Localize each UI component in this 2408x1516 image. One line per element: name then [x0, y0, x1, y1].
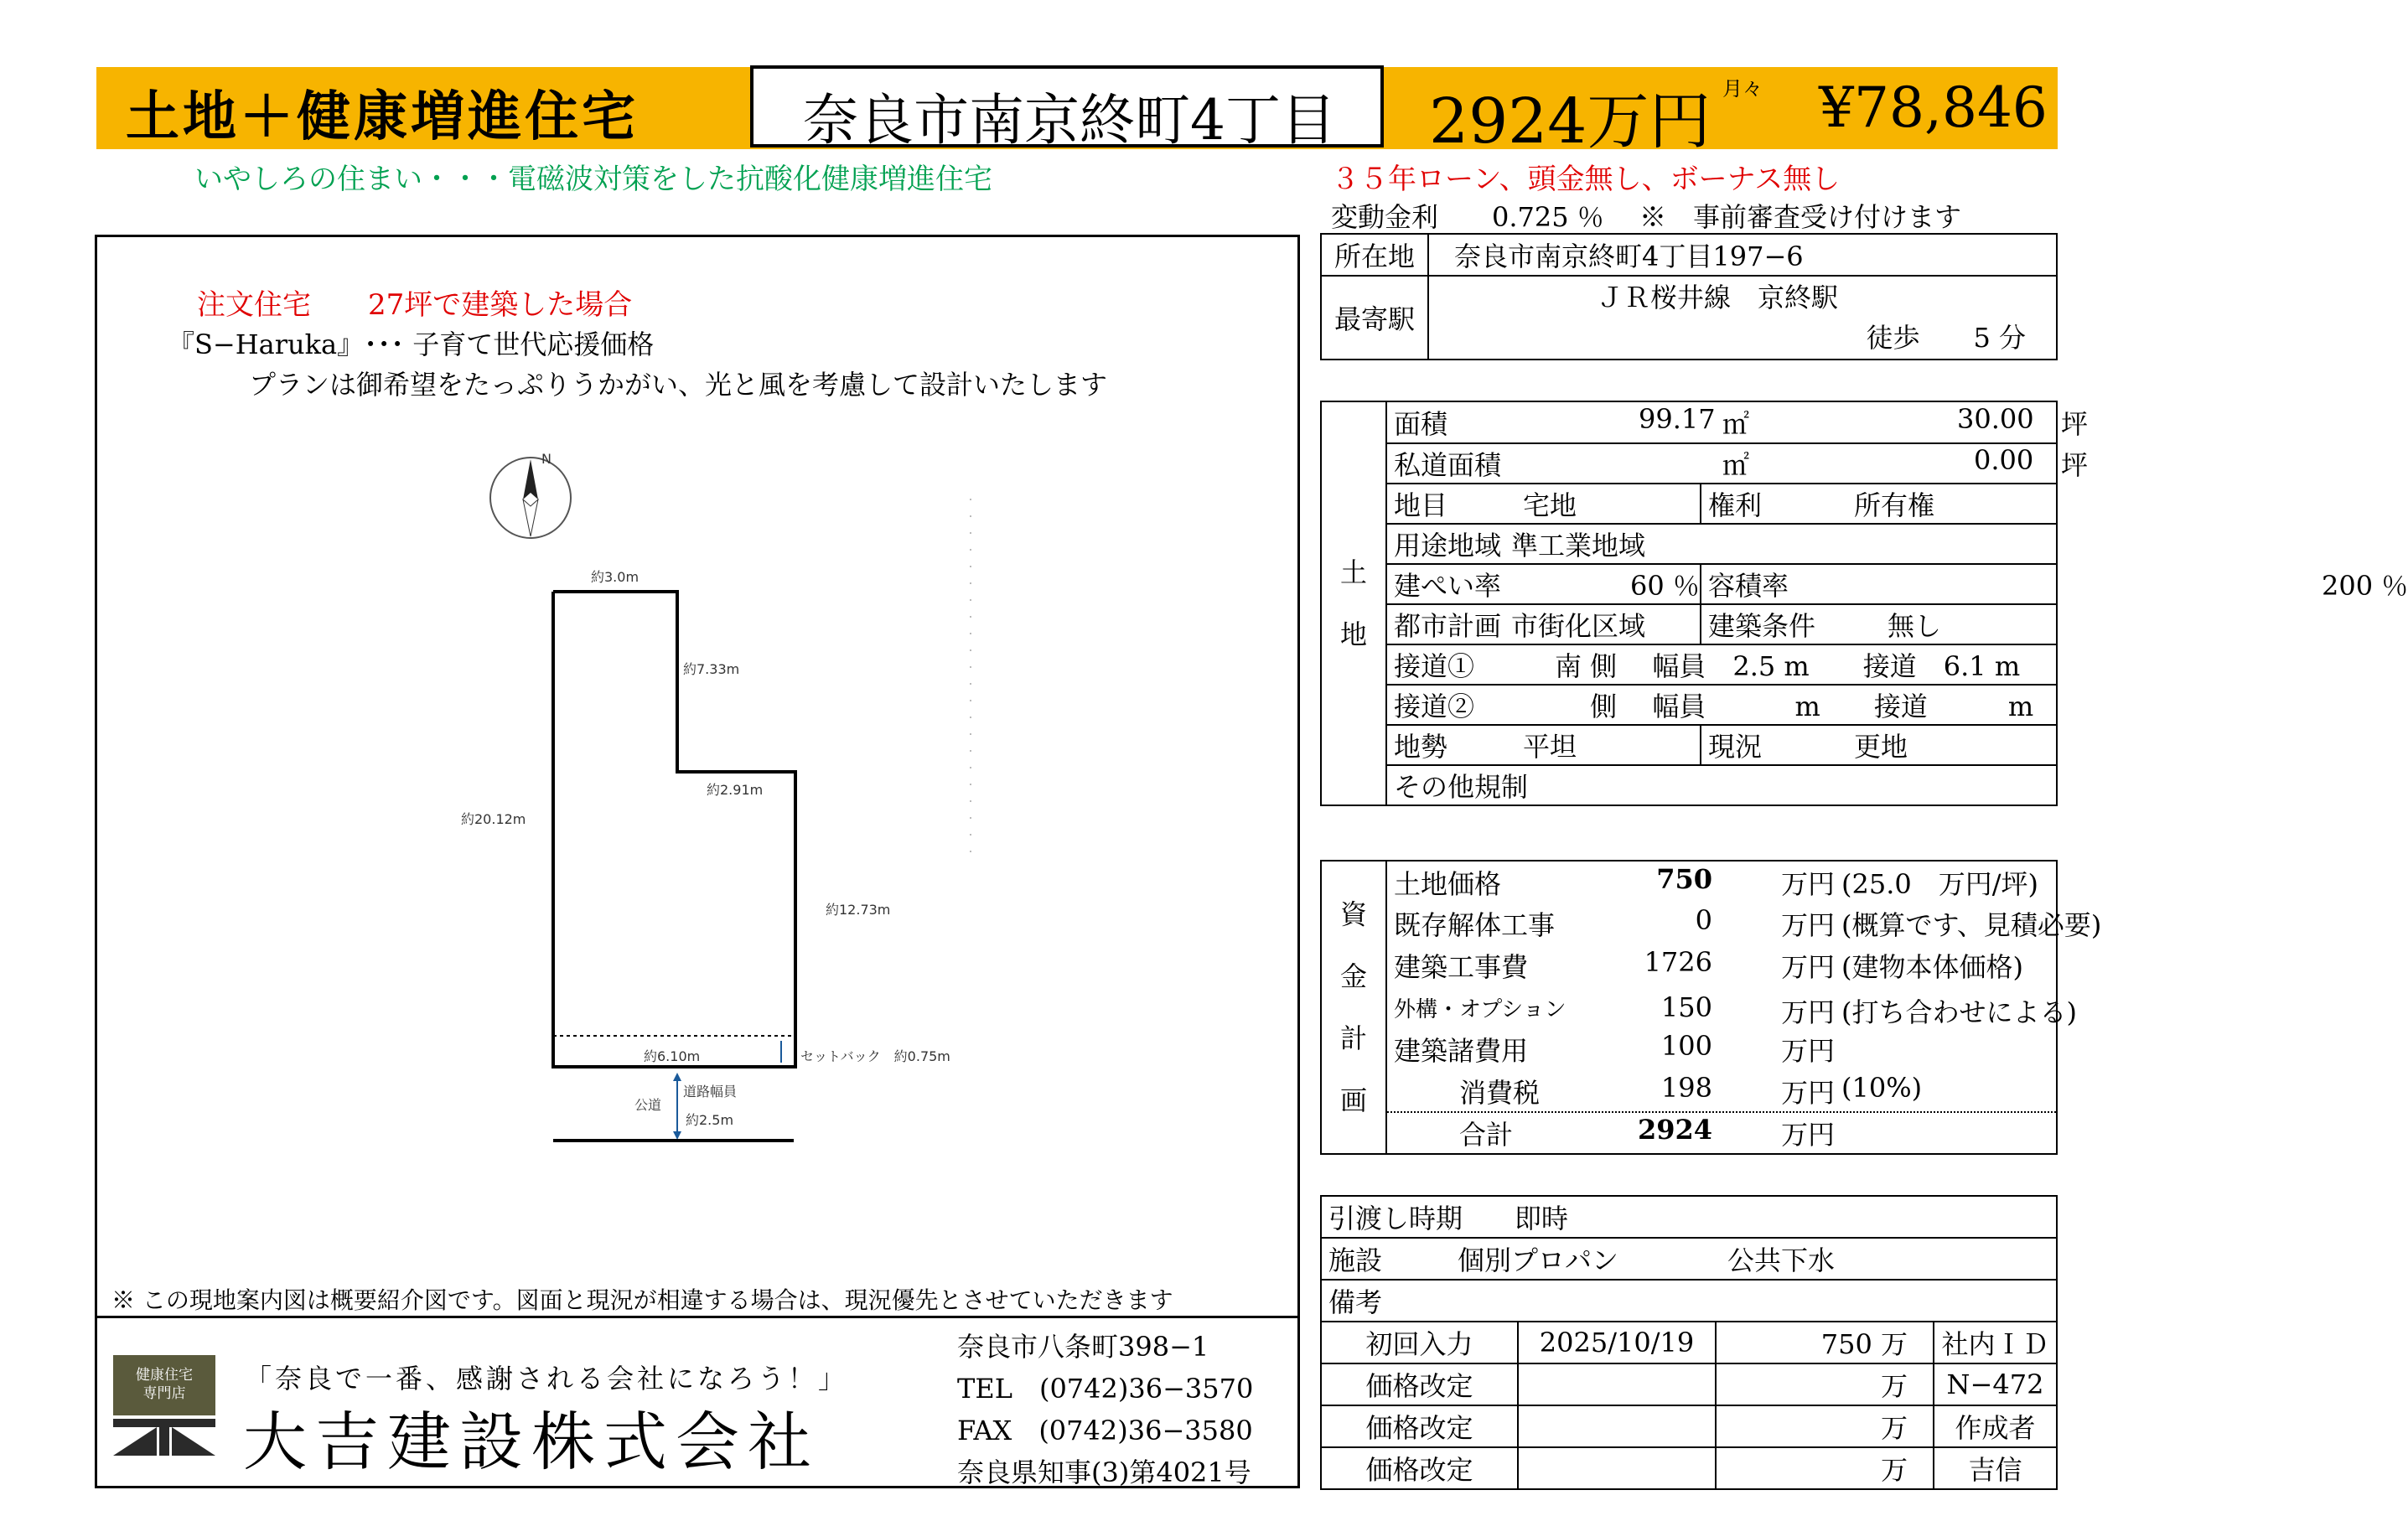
youto-row: 用途地域 準工業地域 — [1386, 524, 2057, 564]
plot-dim-front: 約6.10m — [644, 1048, 701, 1064]
road2-row: 接道② 側 幅員 m 接道 m — [1386, 685, 2057, 725]
history-label-3: 価格改定 — [1321, 1447, 1518, 1489]
history-date-3 — [1518, 1447, 1716, 1489]
history-side-1: N−472 — [1934, 1363, 2057, 1405]
station-cell: ＪＲ桜井線 京終駅 徒歩 5 分 — [1428, 276, 2057, 360]
interest-rate: 変動金利 0.725 ％ ※ 事前審査受け付けます — [1331, 201, 1961, 233]
history-table — [1320, 1321, 2058, 1490]
plot-dim-step: 約2.91m — [707, 782, 764, 798]
history-amount-1: 万 — [1716, 1363, 1934, 1405]
fund-total-row: 合計 2924 万円 — [1386, 1112, 2057, 1154]
history-label-1: 価格改定 — [1321, 1363, 1518, 1405]
history-side-2: 作成者 — [1934, 1405, 2057, 1447]
company-tel: TEL (0742)36−3570 — [957, 1373, 1254, 1405]
fund-row-5: 消費税 198 万円 (10%) — [1386, 1070, 2057, 1112]
addr-label: 所在地 — [1321, 234, 1428, 276]
fund-row-3: 外構・オプション 150 万円 (打ち合わせによる) — [1386, 986, 2057, 1028]
yoseki-cell: 容積率 200 ％ — [1701, 564, 2057, 604]
history-amount-3: 万 — [1716, 1447, 1934, 1489]
hikiwatashi-row: 引渡し時期 即時 — [1321, 1196, 2057, 1238]
plot-compass-n: N — [541, 451, 552, 467]
plot-dim-top: 約3.0m — [591, 569, 640, 585]
history-label-0: 初回入力 — [1321, 1322, 1518, 1363]
company-name: 大吉建設株式会社 — [243, 1405, 820, 1479]
fund-table — [1320, 860, 2102, 1155]
tagline: いやしろの住まい・・・電磁波対策をした抗酸化健康増進住宅 — [194, 163, 992, 196]
genkyo-cell: 現況 更地 — [1701, 725, 2057, 765]
header-location: 奈良市南京終町4丁目 — [803, 88, 1336, 153]
header-monthly-label: 月々 — [1722, 77, 1763, 101]
plot-road-width-label: 道路幅員 — [683, 1084, 738, 1099]
kenpei-cell: 建ぺい率 60 ％ — [1386, 564, 1701, 604]
biko-row: 備考 — [1321, 1280, 2057, 1322]
company-address: 奈良市八条町398−1 — [957, 1331, 1209, 1363]
chisei-cell: 地勢 平坦 — [1386, 725, 1701, 765]
plot-dim-right: 約12.73m — [826, 902, 891, 918]
history-date-2 — [1518, 1405, 1716, 1447]
plot-dim-left: 約20.12m — [461, 811, 526, 827]
company-slogan: 「奈良で一番、感謝される会社になろう！」 — [245, 1363, 849, 1394]
chimoku-cell: 地目 宅地 — [1386, 484, 1701, 524]
company-fax: FAX (0742)36−3580 — [957, 1415, 1253, 1446]
history-date-1 — [1518, 1363, 1716, 1405]
shisetsu-row: 施設 個別プロパン 公共下水 — [1321, 1238, 2057, 1280]
loan-terms: ３５年ローン、頭金無し、ボーナス無し — [1331, 163, 1841, 196]
plot-setback: セットバック 約0.75m — [800, 1048, 950, 1064]
plot-outline — [553, 592, 795, 1067]
info-table — [1320, 1195, 2058, 1322]
header-monthly-payment: ¥78,846 — [1819, 75, 2048, 140]
plan-line: プランは御希望をたっぷりうかがい、光と風を考慮して設計いたします — [249, 369, 1108, 401]
area-row: 面積 99.17 ㎡ 30.00 坪 — [1386, 401, 2057, 443]
company-license: 奈良県知事(3)第4021号 — [957, 1456, 1251, 1488]
disclaimer-note: ※ この現地案内図は概要紹介図です。図面と現況が相違する場合は、現況優先とさせていただきます — [111, 1286, 1173, 1314]
fund-row-2: 建築工事費 1726 万円 (建物本体価格) — [1386, 944, 2057, 986]
plot-road: 公道 — [634, 1097, 662, 1113]
history-amount-0: 750 万 — [1716, 1322, 1934, 1363]
history-label-2: 価格改定 — [1321, 1405, 1518, 1447]
land-side-label: 土 地 — [1321, 401, 1386, 805]
private-road-row: 私道面積 ㎡ 0.00 坪 — [1386, 443, 2057, 484]
road1-row: 接道① 南 側 幅員 2.5 m 接道 6.1 m — [1386, 644, 2057, 685]
other-row: その他規制 — [1386, 765, 2057, 805]
logo-text: 健康住宅 専門店 — [136, 1367, 193, 1402]
header-price: 2924万円 — [1429, 85, 1711, 158]
jouken-cell: 建築条件 無し — [1701, 604, 2057, 644]
history-side-3: 吉信 — [1934, 1447, 2057, 1489]
right-cell: 権利 所有権 — [1701, 484, 2057, 524]
addr-value: 奈良市南京終町4丁目197−6 — [1428, 234, 2057, 276]
header-category: 土地＋健康増進住宅 — [126, 86, 639, 148]
location-table — [1320, 233, 2058, 360]
fund-row-0: 土地価格 750 万円 (25.0 万円/坪) — [1386, 861, 2057, 903]
toshi-cell: 都市計画 市街化区域 — [1386, 604, 1701, 644]
history-side-0: 社内ＩＤ — [1934, 1322, 2057, 1363]
compass-icon — [490, 458, 571, 538]
order-title: 注文住宅 27坪で建築した場合 — [197, 288, 633, 322]
plot-road-width: 約2.5m — [686, 1112, 734, 1128]
haruka-line: 『S−Haruka』･･･ 子育て世代応援価格 — [168, 329, 655, 360]
fund-row-1: 既存解体工事 0 万円 (概算です、見積必要) — [1386, 903, 2057, 944]
fund-row-4: 建築諸費用 100 万円 — [1386, 1028, 2057, 1070]
left-panel-divider — [95, 1316, 1300, 1318]
plot-dim-side-upper: 約7.33m — [683, 661, 740, 677]
fund-side-label: 資 金 計 画 — [1321, 861, 1386, 1154]
history-amount-2: 万 — [1716, 1405, 1934, 1447]
station-label: 最寄駅 — [1321, 276, 1428, 360]
history-date-0: 2025/10/19 — [1518, 1322, 1716, 1363]
land-table — [1320, 401, 2408, 806]
